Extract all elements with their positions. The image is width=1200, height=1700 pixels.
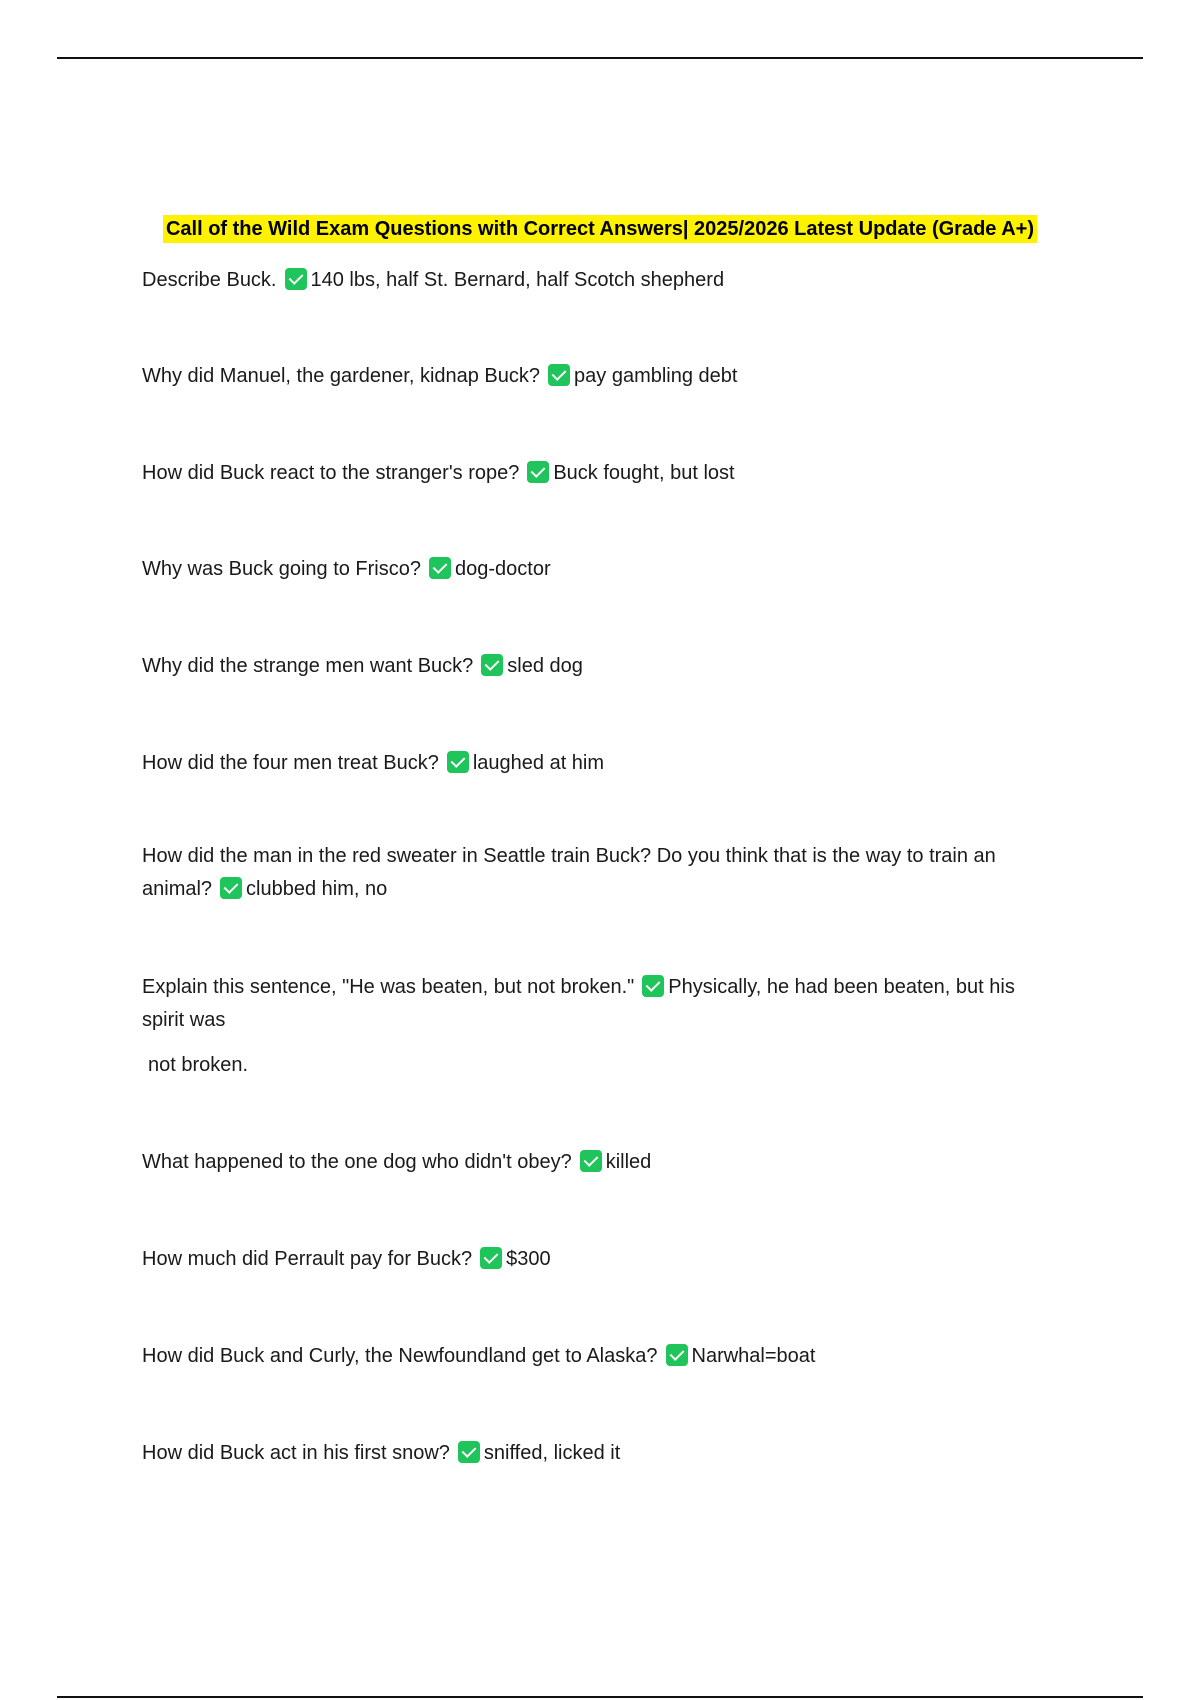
qa-item — [142, 360, 1062, 393]
qa-item — [142, 1340, 1062, 1373]
check-mark-icon — [642, 975, 664, 997]
answer-text: Narwhal=boat — [691, 1345, 816, 1367]
title-container — [0, 215, 1200, 243]
top-rule — [57, 57, 1143, 59]
check-mark-icon — [447, 751, 469, 773]
check-mark-icon — [548, 364, 570, 386]
question-text: Why did the strange men want Buck? — [142, 655, 474, 677]
answer-text: Buck fought, but lost — [553, 462, 735, 484]
qa-item — [142, 747, 1062, 780]
check-mark-icon — [481, 654, 503, 676]
answer-text: dog-doctor — [455, 558, 551, 580]
check-mark-icon — [666, 1344, 688, 1366]
answer-text: sniffed, licked it — [483, 1442, 621, 1464]
check-mark-icon — [580, 1150, 602, 1172]
qa-item — [142, 264, 1062, 297]
answer-text: laughed at him — [472, 752, 605, 774]
question-text: Describe Buck. — [142, 269, 277, 291]
question-text: How did Buck act in his first snow? — [142, 1442, 450, 1464]
qa-item — [142, 1437, 1062, 1470]
check-mark-icon — [220, 877, 242, 899]
check-mark-icon — [429, 557, 451, 579]
check-mark-icon — [527, 461, 549, 483]
qa-item — [142, 457, 1062, 490]
answer-text: killed — [605, 1151, 652, 1173]
question-text: How much did Perrault pay for Buck? — [142, 1248, 473, 1270]
qa-item — [142, 553, 1062, 586]
question-text: Explain this sentence, "He was beaten, but not broken." — [142, 976, 635, 998]
answer-text: pay gambling debt — [574, 365, 738, 387]
qa-item — [142, 1146, 1062, 1179]
bottom-rule — [57, 1696, 1143, 1698]
question-text: Why was Buck going to Frisco? — [142, 558, 421, 580]
qa-item — [142, 650, 1062, 683]
answer-text: 140 lbs, half St. Bernard, half Scotch shepherd — [310, 269, 725, 291]
qa-item — [142, 840, 1062, 906]
answer-text: sled dog — [507, 655, 583, 677]
question-text: How did Buck and Curly, the Newfoundland get to Alaska? — [142, 1345, 658, 1367]
document-title: Call of the Wild Exam Questions with Correct Answers| 2025/2026 Latest Update (Grade A+) — [163, 215, 1037, 243]
qa-item — [142, 1243, 1062, 1276]
question-text: How did Buck react to the stranger's rope? — [142, 462, 520, 484]
check-mark-icon — [480, 1247, 502, 1269]
question-text: Why did Manuel, the gardener, kidnap Buck? — [142, 365, 541, 387]
question-text: How did the man in the red sweater in Seattle train Buck? Do you think that is the way to train an animal? — [142, 845, 996, 900]
qa-item — [142, 971, 1062, 1082]
check-mark-icon — [285, 268, 307, 290]
answer-text: Physically, he had been beaten, but his spirit was — [142, 976, 1015, 1031]
question-text: What happened to the one dog who didn't obey? — [142, 1151, 572, 1173]
answer-text: clubbed him, no — [246, 878, 388, 900]
answer-continuation: not broken. — [148, 1054, 249, 1076]
answer-text: $300 — [506, 1248, 551, 1270]
check-mark-icon — [458, 1441, 480, 1463]
question-text: How did the four men treat Buck? — [142, 752, 439, 774]
